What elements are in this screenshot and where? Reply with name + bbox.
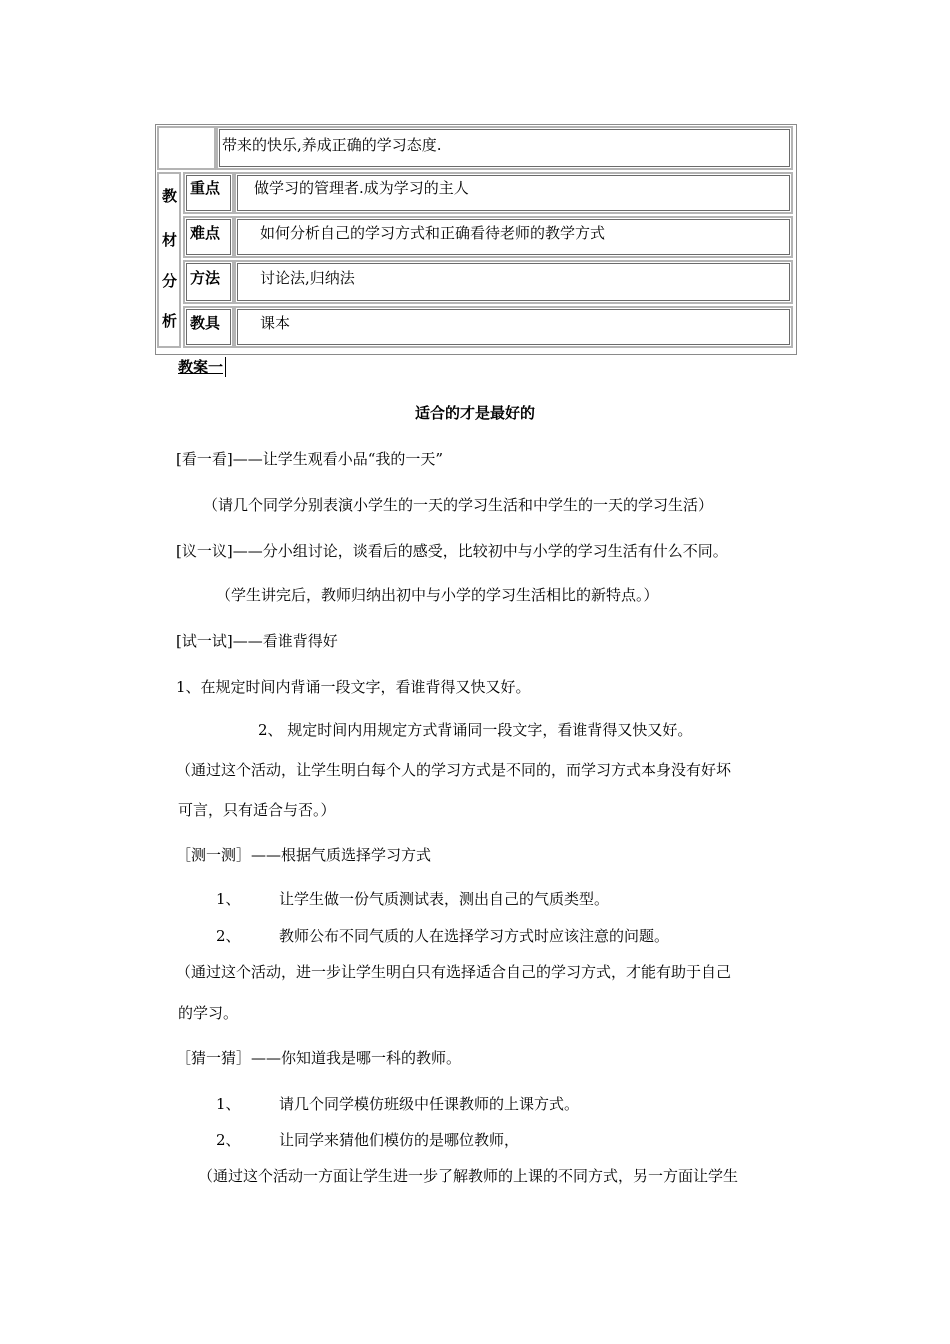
- row-content-cell: [234, 306, 793, 348]
- paragraph-look: [看一看]——让学生观看小品“我的一天”: [176, 450, 444, 468]
- paragraph-guess: ［猜一猜］——你知道我是哪一科的教师。: [176, 1049, 462, 1067]
- paragraph-test: ［测一测］——根据气质选择学习方式: [176, 846, 432, 864]
- paragraph-try-note-line-2: 可言，只有适合与否。）: [178, 801, 336, 819]
- paragraph-guess-note: （通过这个活动一方面让学生进一步了解教师的上课的不同方式，另一方面让学生: [198, 1167, 739, 1185]
- list-number: 1、: [216, 890, 241, 908]
- row-label-teaching-aids: 教具: [190, 314, 221, 332]
- list-number: 2、: [216, 1131, 241, 1149]
- paragraph-test-item-1: 让学生做一份气质测试表，测出自己的气质类型。: [279, 890, 610, 908]
- paragraph-look-note: （请几个同学分别表演小学生的一天的学习生活和中学生的一天的学习生活）: [203, 496, 714, 514]
- paragraph-try-item-2: 2、 规定时间内用规定方式背诵同一段文字，看谁背得又快又好。: [258, 721, 693, 739]
- paragraph-discuss: [议一议]——分小组讨论，谈看后的感受，比较初中与小学的学习生活有什么不同。: [176, 542, 728, 560]
- paragraph-guess-item-1: 请几个同学模仿班级中任课教师的上课方式。: [279, 1095, 580, 1113]
- paragraph-try: [试一试]——看谁背得好: [176, 632, 338, 650]
- side-label-char-4: 析: [162, 312, 178, 330]
- paragraph-try-item-1: 1、在规定时间内背诵一段文字，看谁背得又快又好。: [176, 678, 531, 696]
- list-number: 1、: [216, 1095, 241, 1113]
- row-label-methods: 方法: [190, 269, 221, 287]
- side-label-char-3: 分: [162, 272, 178, 290]
- row-content-teaching-aids: 课本: [260, 314, 291, 332]
- side-label-char-1: 教: [162, 187, 178, 205]
- row-content-methods: 讨论法,归纳法: [260, 269, 355, 287]
- row-content-key-points: 做学习的管理者.成为学习的主人: [254, 179, 469, 197]
- top-row-text: 带来的快乐,养成正确的学习态度.: [222, 136, 442, 154]
- list-number: 2、: [216, 927, 241, 945]
- paragraph-test-item-2: 教师公布不同气质的人在选择学习方式时应该注意的问题。: [279, 927, 670, 945]
- paragraph-try-note-line-1: （通过这个活动，让学生明白每个人的学习方式是不同的，而学习方式本身没有好坏: [176, 761, 732, 779]
- paragraph-test-note-line-1: （通过这个活动，进一步让学生明白只有选择适合自己的学习方式，才能有助于自己: [176, 963, 732, 981]
- paragraph-test-note-line-2: 的学习。: [178, 1004, 239, 1022]
- row-content-difficulties: 如何分析自己的学习方式和正确看待老师的教学方式: [260, 224, 606, 242]
- paragraph-discuss-note: （学生讲完后，教师归纳出初中与小学的学习生活相比的新特点。）: [216, 586, 659, 604]
- top-row-empty-cell: [157, 126, 216, 170]
- row-label-key-points: 重点: [190, 179, 221, 197]
- lesson-plan-label: 教案一: [178, 357, 226, 377]
- paragraph-guess-item-2: 让同学来猜他们模仿的是哪位教师，: [279, 1131, 520, 1149]
- page-title: 适合的才是最好的: [414, 404, 535, 422]
- side-label-char-2: 材: [162, 231, 178, 249]
- row-label-difficulties: 难点: [190, 224, 221, 242]
